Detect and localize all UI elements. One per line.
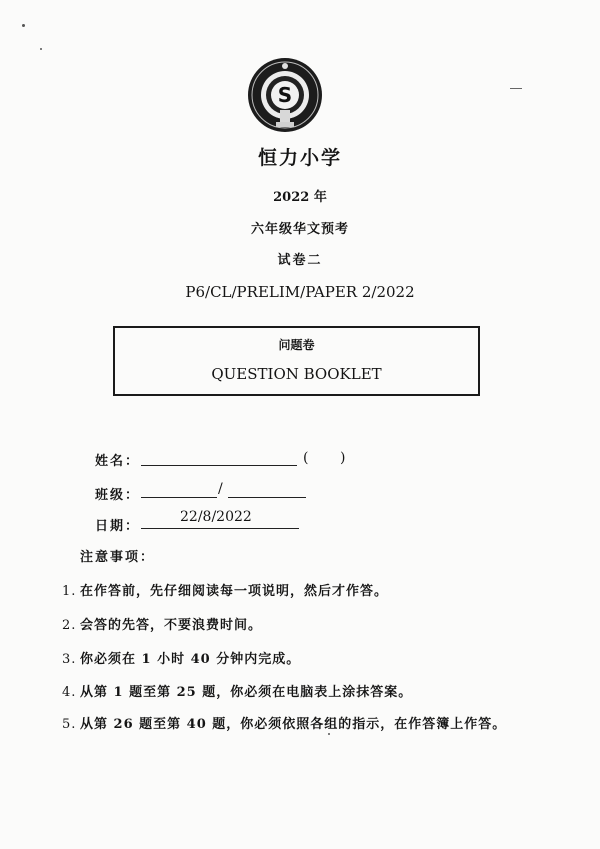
date-field[interactable] — [141, 528, 299, 529]
class-label: 班级： — [95, 488, 141, 503]
note-text: 在作答前，先仔细阅读每一项说明，然后才作答。 — [80, 584, 389, 599]
notes-title: 注意事项： — [80, 550, 156, 565]
name-label: 姓名： — [95, 454, 141, 469]
exam-year: 2022 年 — [273, 190, 327, 205]
name-paren-close: ) — [340, 450, 346, 466]
note-number: 1. — [62, 584, 77, 599]
date-label: 日期： — [95, 519, 141, 534]
note-item — [62, 580, 388, 599]
svg-text:S: S — [277, 83, 293, 107]
note-number: 5. — [62, 717, 77, 732]
note-text: 你必须在 1 小时 40 分钟内完成。 — [80, 652, 301, 667]
name-field[interactable] — [141, 465, 297, 466]
scan-speck — [22, 24, 25, 27]
note-item — [62, 614, 262, 633]
note-number: 2. — [62, 618, 77, 633]
scan-speck — [40, 48, 42, 50]
booklet-title-box — [113, 326, 480, 396]
name-paren-open: ( — [303, 450, 309, 466]
note-item — [62, 648, 300, 667]
note-number: 4. — [62, 685, 77, 700]
note-number: 3. — [62, 652, 77, 667]
school-name: 恒力小学 — [257, 147, 342, 169]
scan-mark — [510, 88, 522, 89]
note-text: 从第 26 题至第 40 题，你必须依照各组的指示，在作答簿上作答。 — [80, 717, 507, 732]
note-item — [62, 713, 506, 732]
class-field[interactable] — [141, 497, 217, 498]
note-item — [62, 681, 412, 700]
class-index-field[interactable] — [228, 497, 306, 498]
school-crest-icon — [246, 56, 324, 134]
paper-number: 试卷二 — [277, 253, 323, 268]
scan-speck — [328, 733, 330, 735]
booklet-title-cn: 问题卷 — [278, 338, 315, 352]
date-value: 22/8/2022 — [180, 509, 252, 525]
exam-name: 六年级华文预考 — [250, 222, 349, 237]
class-separator: / — [218, 481, 223, 497]
note-text: 会答的先答，不要浪费时间。 — [80, 618, 263, 633]
paper-code: P6/CL/PRELIM/PAPER 2/2022 — [185, 283, 415, 301]
booklet-title-en: QUESTION BOOKLET — [211, 365, 382, 383]
note-text: 从第 1 题至第 25 题，你必须在电脑表上涂抹答案。 — [80, 685, 413, 700]
